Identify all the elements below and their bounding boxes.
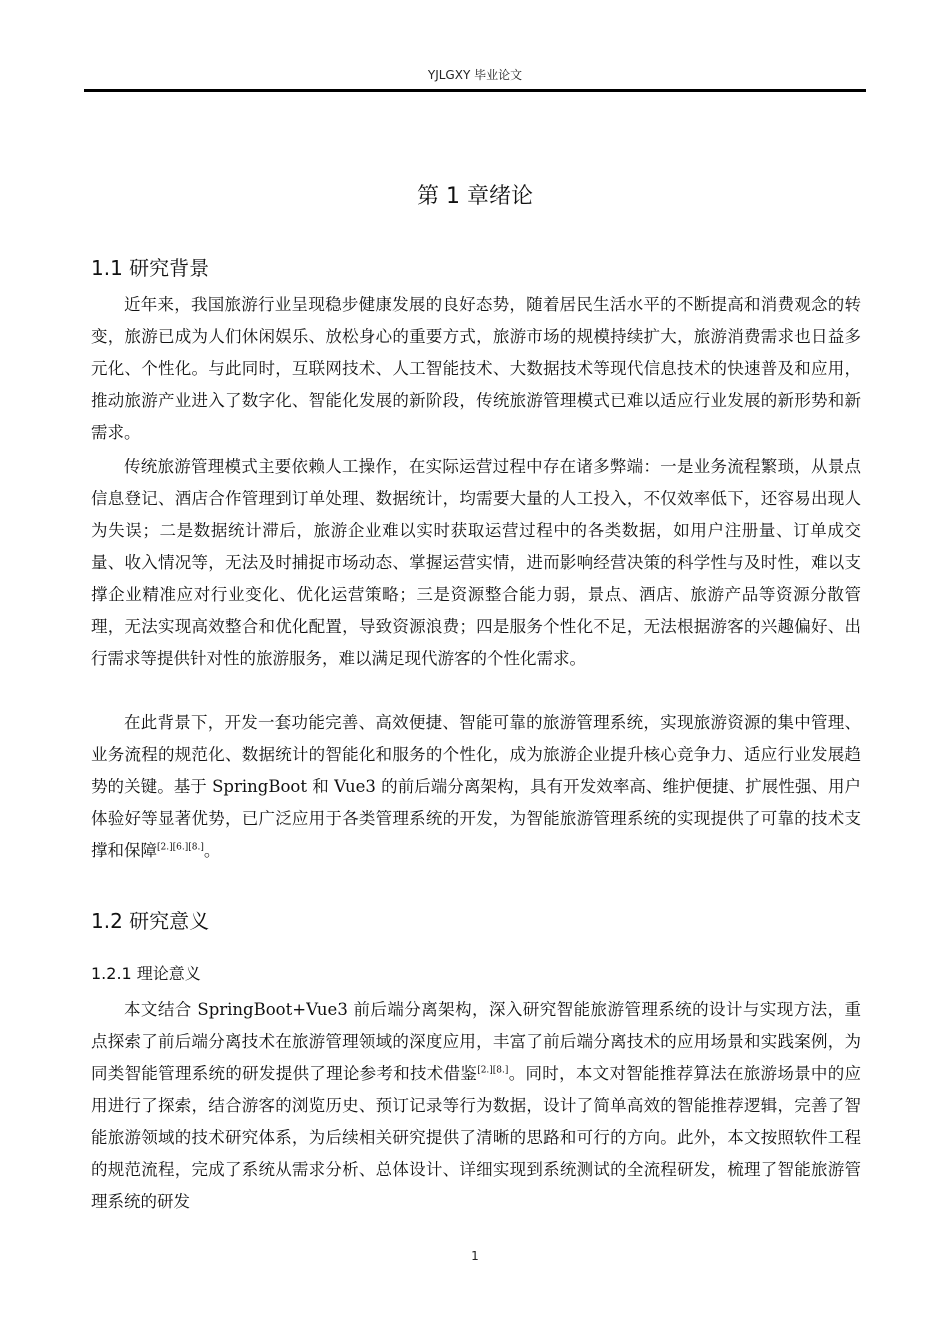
page-number: 1 [471,1249,479,1263]
citation-ref: [2.][6.][8.] [157,842,204,853]
paragraph-significance-1 [91,994,861,1218]
subsection-heading-1-2-1: 1.2.1 理论意义 [91,964,201,983]
chapter-title: 第 1 章绪论 [417,184,533,209]
paragraph-text: 本文结合 SpringBoot+Vue3 前后端分离架构，深入研究智能旅游管理系统的设计与实现方法，重点探索了前后端分离技术在旅游管理领域的深度应用，丰富了前后端分离技术的应用场景和实践案例，为同类智能管理系统的研发提供了理论参考和技术借鉴 [91,1000,861,1083]
paragraph-text: 在此背景下，开发一套功能完善、高效便捷、智能可靠的旅游管理系统，实现旅游资源的集中管理、业务流程的规范化、数据统计的智能化和服务的个性化，成为旅游企业提升核心竞争力、适应行业发展趋势的关键。基于 SpringBoot 和 Vue3 的前后端分离架构，具有开发效率高、维护便捷、扩展性强、用户体验好等显著优势，已广泛应用于各类管理系统的开发，为智能旅游管理系统的实现提供了可靠的技术支撑和保障 [91,713,861,860]
section-heading-1-2: 1.2 研究意义 [91,909,210,933]
header-rule [84,89,866,92]
citation-ref: [2.][8.] [477,1065,509,1076]
paragraph-end: 。同时，本文对智能推荐算法在旅游场景中的应用进行了探索，结合游客的浏览历史、预订记录等行为数据，设计了简单高效的智能推荐逻辑，完善了智能旅游领域的技术研究体系，为后续相关研究提供了清晰的思路和可行的方向。此外，本文按照软件工程的规范流程，完成了系统从需求分析、总体设计、详细实现到系统测试的全流程研发，梳理了智能旅游管理系统的研发 [91,1064,862,1211]
paragraph-background-3 [91,707,861,867]
page-header: YJLGXY 毕业论文 [427,68,523,82]
paragraph-background-2: 传统旅游管理模式主要依赖人工操作，在实际运营过程中存在诸多弊端：一是业务流程繁琐，从景点信息登记、酒店合作管理到订单处理、数据统计，均需要大量的人工投入，不仅效率低下，还容易出现人为失误；二是数据统计滞后，旅游企业难以实时获取运营过程中的各类数据，如用户注册量、订单成交量、收入情况等，无法及时捕捉市场动态、掌握运营实情，进而影响经营决策的科学性与及时性，难以支撑企业精准应对行业变化、优化运营策略；三是资源整合能力弱，景点、酒店、旅游产品等资源分散管理，无法实现高效整合和优化配置，导致资源浪费；四是服务个性化不足，无法根据游客的兴趣偏好、出行需求等提供针对性的旅游服务，难以满足现代游客的个性化需求。 [91,457,861,668]
paragraph-background-1: 近年来，我国旅游行业呈现稳步健康发展的良好态势，随着居民生活水平的不断提高和消费观念的转变，旅游已成为人们休闲娱乐、放松身心的重要方式，旅游市场的规模持续扩大，旅游消费需求也日益多元化、个性化。与此同时，互联网技术、人工智能技术、大数据技术等现代信息技术的快速普及和应用，推动旅游产业进入了数字化、智能化发展的新阶段，传统旅游管理模式已难以适应行业发展的新形势和新需求。 [91,295,861,442]
paragraph-end: 。 [203,841,221,860]
section-heading-1-1: 1.1 研究背景 [91,256,210,280]
